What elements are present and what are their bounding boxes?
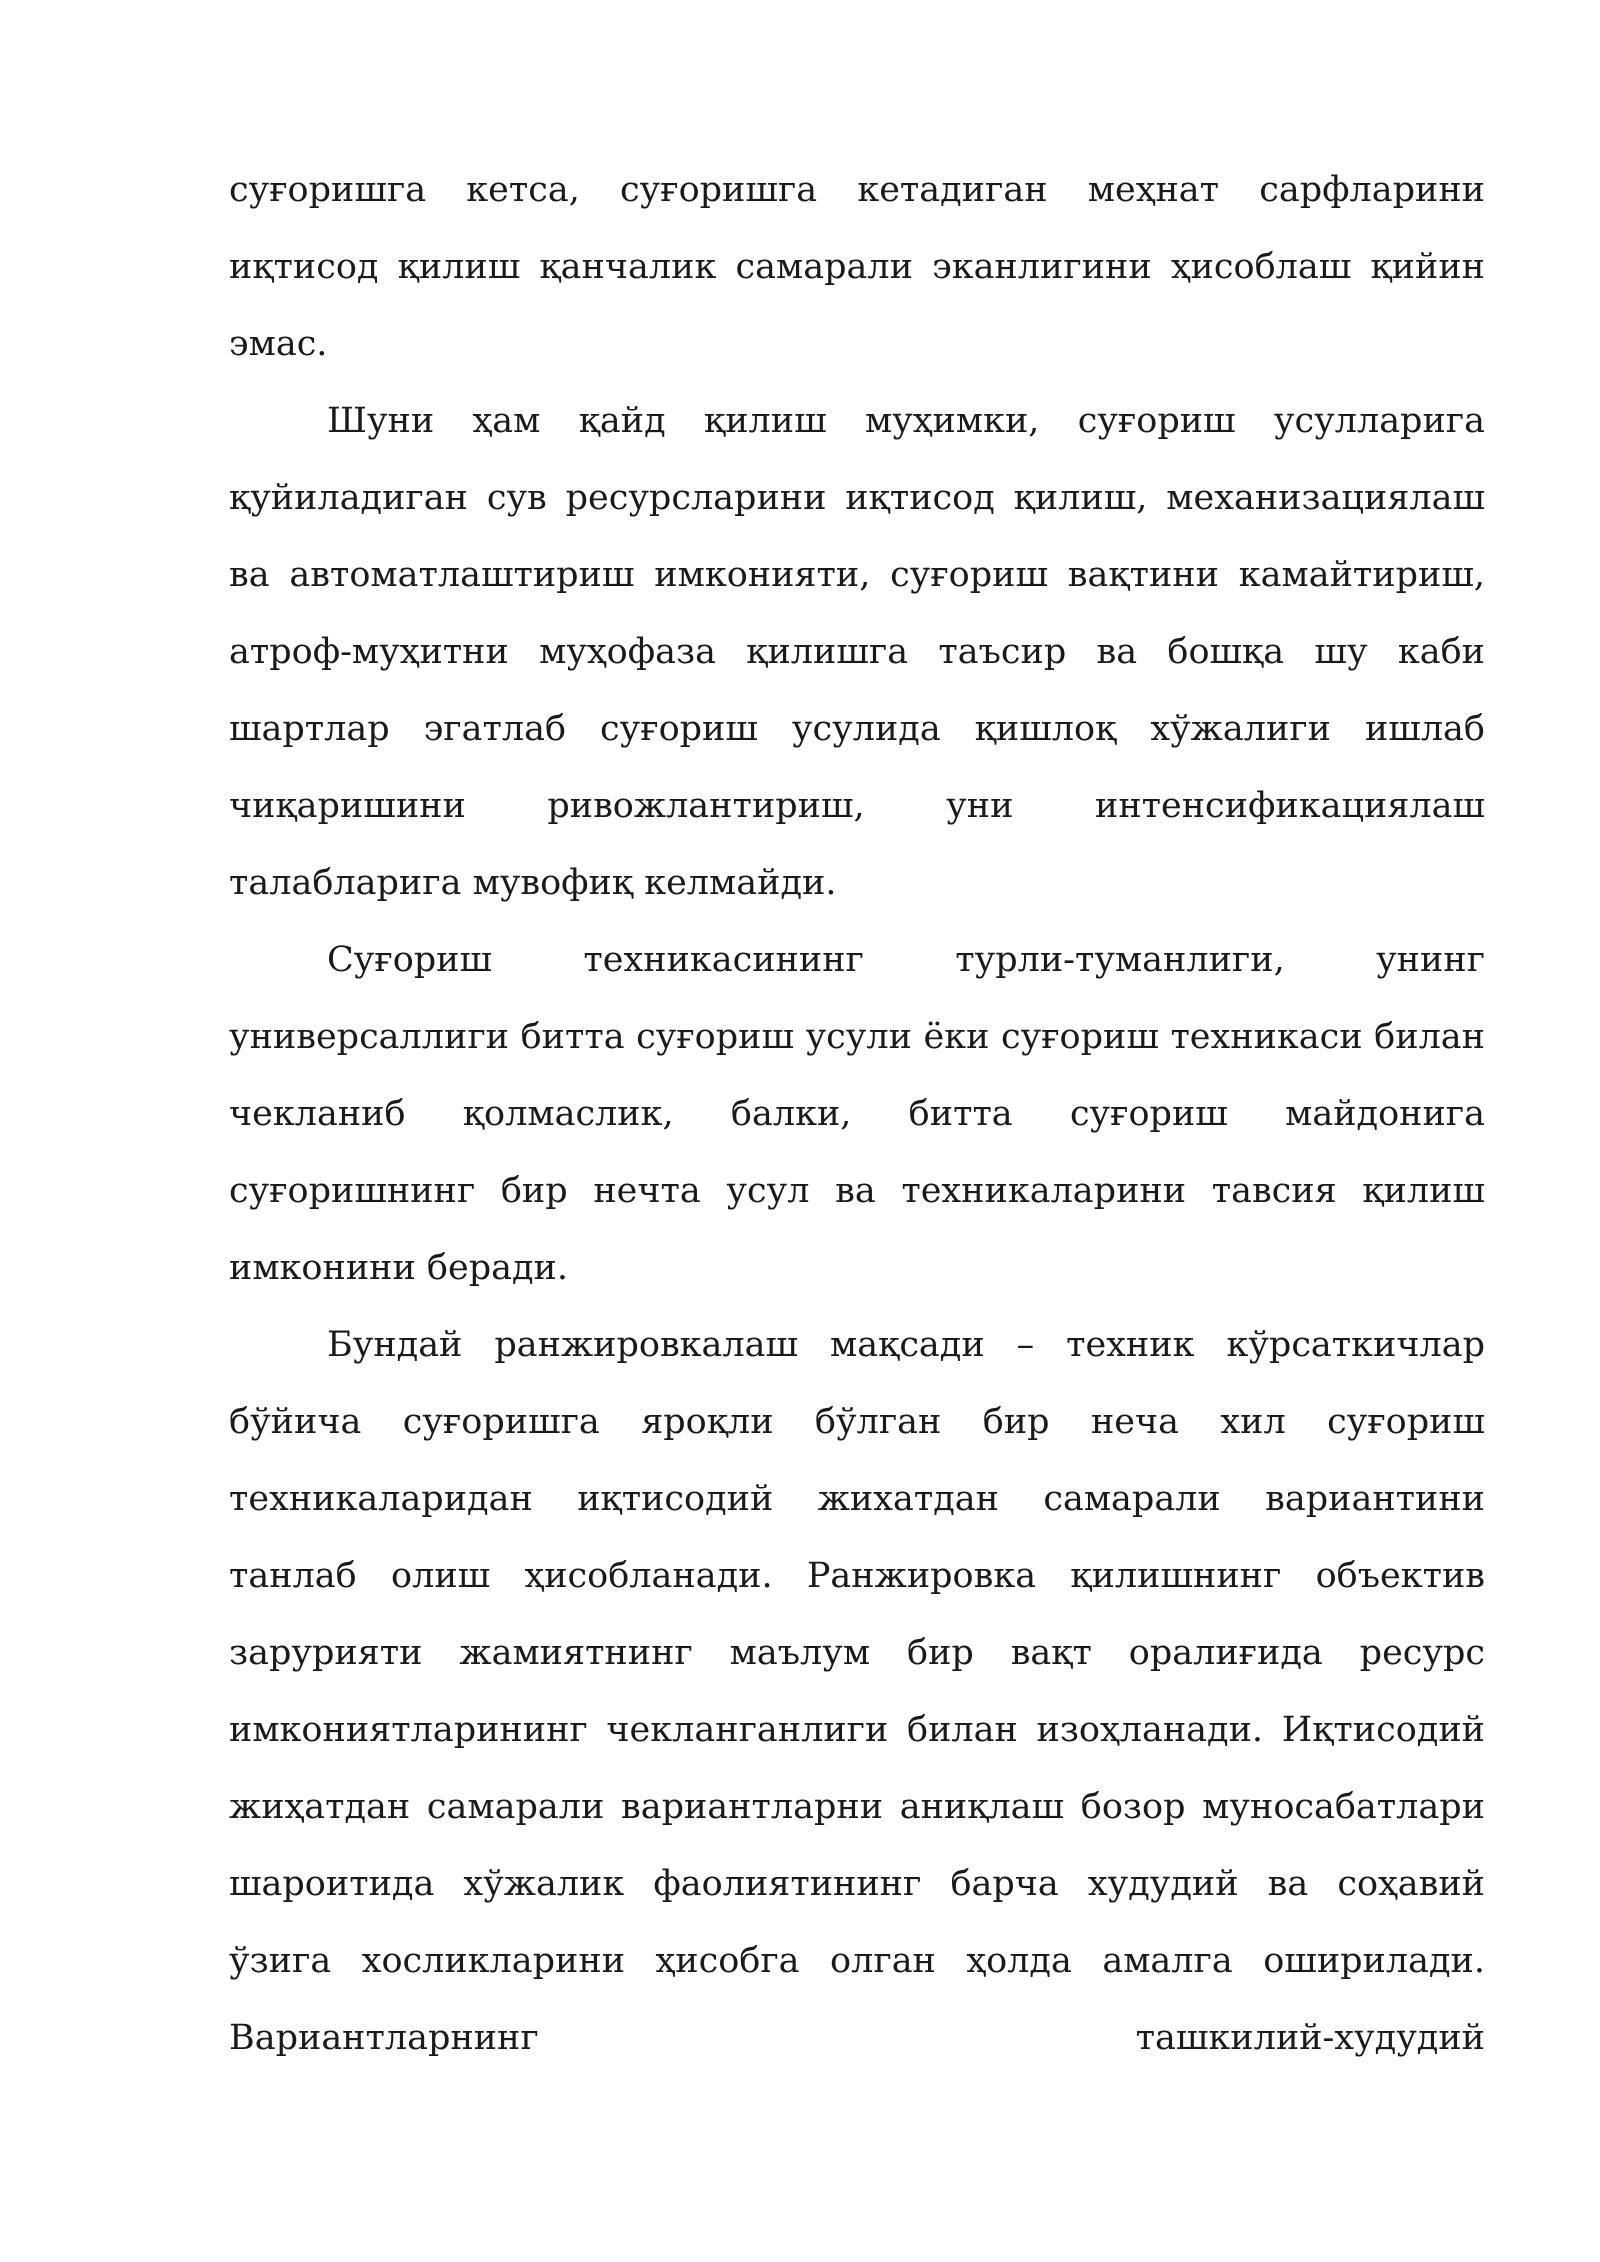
paragraph-4: Бундай ранжировкалаш мақсади – техник кўрсаткичлар бўйича суғоришга яроқли бўлган бир неча хил суғориш техникаларидан иқтисодий жихатдан самарали вариантини танлаб олиш ҳисобланади. Ранжировка қилишнинг объектив зарурияти жамиятнинг маълум бир вақт оралиғида ресурс имкониятларининг чекланганлиги билан изоҳланади. Иқтисодий жиҳатдан самарали вариантларни аниқлаш бозор муносабатлари шароитида хўжалик фаолиятининг барча худудий ва соҳавий ўзига хосликларини ҳисобга олган ҳолда амалга оширилади. Вариантларнинг ташкилий-худудий	[229, 1325, 1485, 2058]
paragraph-2: Шуни ҳам қайд қилиш муҳимки, суғориш усулларига қуйиладиган сув ресурсларини иқтисод қилиш, механизациялаш ва автоматлаштириш имконияти, суғориш вақтини камайтириш, атроф-муҳитни муҳофаза қилишга таъсир ва бошқа шу каби шартлар эгатлаб суғориш усулида қишлоқ хўжалиги ишлаб чиқаришини ривожлантириш, уни интенсификациялаш талабларига мувофиқ келмайди.	[229, 401, 1485, 903]
paragraph-1: суғоришга кетса, суғоришга кетадиган меҳнат сарфларини иқтисод қилиш қанчалик самарали эканлигини ҳисоблаш қийин эмас.	[229, 170, 1485, 364]
body-text	[229, 152, 1485, 2077]
paragraph-3: Суғориш техникасининг турли-туманлиги, унинг универсаллиги битта суғориш усули ёки суғориш техникаси билан чекланиб қолмаслик, балки, битта суғориш майдонига суғоришнинг бир нечта усул ва техникаларини тавсия қилиш имконини беради.	[229, 940, 1485, 1288]
